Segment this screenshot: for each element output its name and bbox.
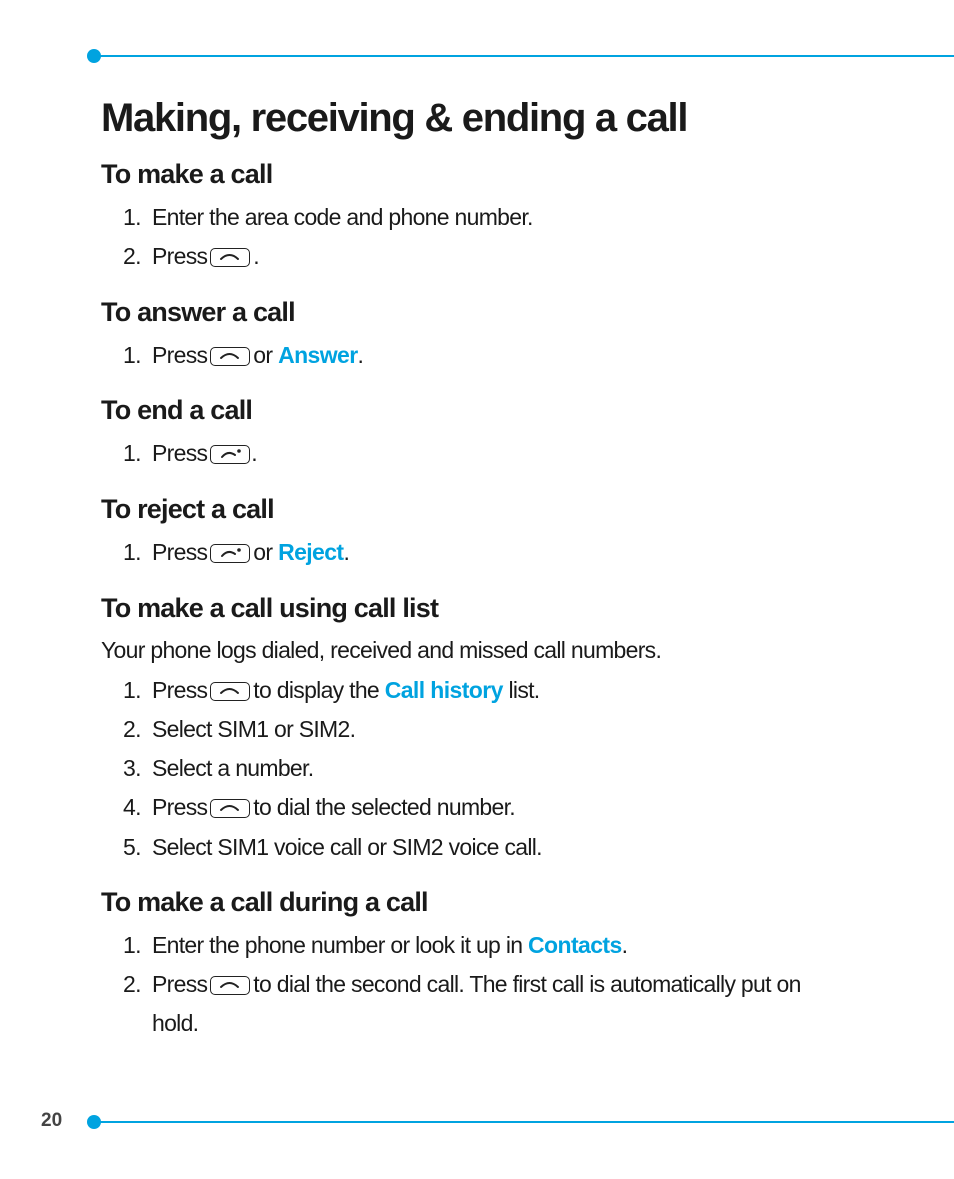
section-heading-call-during-call: To make a call during a call [101, 887, 428, 917]
bottom-rule [87, 1115, 954, 1129]
answer-keyword: Answer [278, 342, 358, 368]
call-key-icon [210, 248, 250, 267]
page-title: Making, receiving & ending a call [101, 96, 688, 140]
section-heading-end-call: To end a call [101, 395, 253, 425]
list-item: 4. Press to dial the selected number. [123, 794, 515, 820]
section-heading-answer-call: To answer a call [101, 297, 295, 327]
page-number: 20 [41, 1110, 63, 1131]
list-item: 1. Press or Answer. [123, 342, 364, 368]
section-intro: Your phone logs dialed, received and missed call numbers. [101, 637, 662, 663]
section-heading-call-list: To make a call using call list [101, 593, 439, 623]
list-item: 2. Select SIM1 or SIM2. [123, 716, 356, 742]
call-history-keyword: Call history [384, 677, 503, 703]
list-item: 1. Press . [123, 440, 257, 466]
section-heading-make-call: To make a call [101, 159, 273, 189]
list-item: 5. Select SIM1 voice call or SIM2 voice call. [123, 834, 542, 860]
list-item: 1. Press or Reject. [123, 539, 350, 565]
call-key-icon [210, 347, 250, 366]
end-key-icon [210, 544, 250, 563]
top-rule [87, 49, 954, 63]
list-item: 1. Enter the phone number or look it up in Contacts. [123, 932, 628, 958]
list-item: 1. Enter the area code and phone number. [123, 204, 533, 230]
reject-keyword: Reject [278, 539, 344, 565]
section-heading-reject-call: To reject a call [101, 494, 274, 524]
list-item: 2. Press to dial the second call. The first call is automatically put on hold. [123, 971, 801, 1036]
call-key-icon [210, 682, 250, 701]
list-item: 1. Press to display the Call history list. [123, 677, 540, 703]
call-key-icon [210, 976, 250, 995]
contacts-keyword: Contacts [528, 932, 622, 958]
list-item: 2. Press . [123, 243, 259, 269]
call-key-icon [210, 799, 250, 818]
list-item: 3. Select a number. [123, 755, 314, 781]
end-key-icon [210, 445, 250, 464]
